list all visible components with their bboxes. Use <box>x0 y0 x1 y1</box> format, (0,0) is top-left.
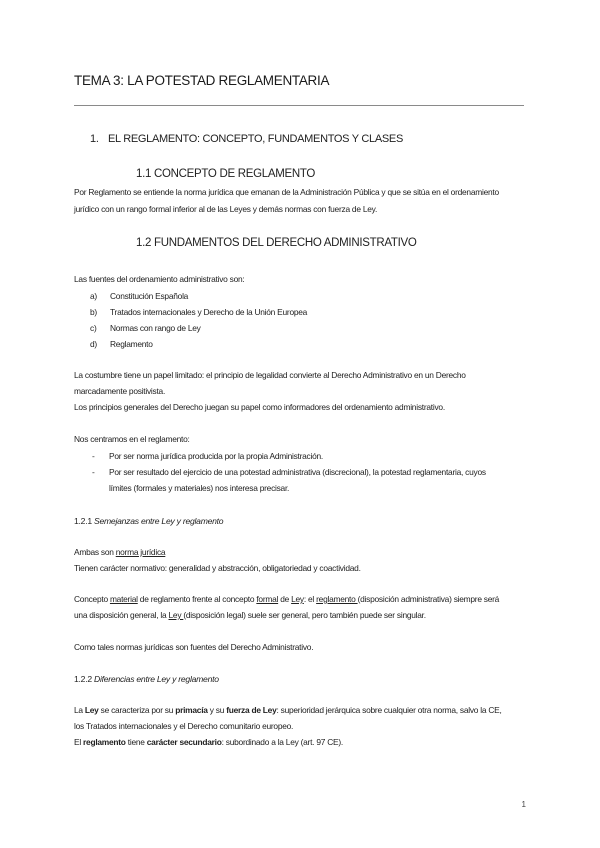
similarity-line-2: Tienen carácter normativo: generalidad y abstracción, obligatoriedad y coactividad. <box>74 563 361 573</box>
source-item-c: c) Normas con rango de Ley <box>90 323 201 333</box>
section-1-1-heading: 1.1 CONCEPTO DE REGLAMENTO <box>136 168 316 180</box>
similarity-line-1: Ambas son norma jurídica <box>74 547 166 557</box>
focus-bullet-2: - Por ser resultado del ejercicio de una potestad administrativa (discrecional), la potestad reglamentaria, cuyos <box>92 467 486 477</box>
concept-line-1: Por Reglamento se entiende la norma jurídica que emanan de la Administración Pública y que se sitúa en el ordenamiento <box>74 187 499 197</box>
material-concept-line-1: Concepto material de reglamento frente al concepto formal de Ley: el reglamento (disposición administrativa) siempre será <box>74 594 500 604</box>
section-1-2-heading: 1.2 FUNDAMENTOS DEL DERECHO ADMINISTRATIVO <box>136 237 417 249</box>
source-item-d: d) Reglamento <box>90 339 153 349</box>
subsection-1-2-1-heading: 1.2.1 Semejanzas entre Ley y reglamento <box>74 516 224 526</box>
difference-line-1: La Ley se caracteriza por su primacía y su fuerza de Ley: superioridad jerárquica sobre cualquier otra norma, salvo la CE, <box>74 705 502 715</box>
difference-line-2: los Tratados internacionales y el Derecho comunitario europeo. <box>74 721 294 731</box>
concept-line-2: jurídico con un rango formal inferior al de las Leyes y demás normas con fuerza de Ley. <box>74 204 378 214</box>
sources-intro: Las fuentes del ordenamiento administrativo son: <box>74 274 245 284</box>
sources-statement: Como tales normas jurídicas son fuentes del Derecho Administrativo. <box>74 642 314 652</box>
material-concept-line-2: una disposición general, la Ley (disposición legal) suele ser general, pero también puede ser singular. <box>74 610 426 620</box>
custom-line-2: marcadamente positivista. <box>74 386 166 396</box>
custom-line-1: La costumbre tiene un papel limitado: el principio de legalidad convierte al Derecho Administrativo en un Derecho <box>74 370 466 380</box>
difference-line-3: El reglamento tiene carácter secundario: subordinado a la Ley (art. 97 CE). <box>74 737 343 747</box>
page-title: TEMA 3: LA POTESTAD REGLAMENTARIA <box>74 73 330 88</box>
section-1-heading <box>90 133 403 145</box>
focus-bullet-1: - Por ser norma jurídica producida por la propia Administración. <box>92 451 323 461</box>
focus-intro: Nos centramos en el reglamento: <box>74 434 190 444</box>
subsection-1-2-2-heading: 1.2.2 Diferencias entre Ley y reglamento <box>74 674 219 684</box>
page-number: 1 <box>521 800 526 809</box>
source-item-a: a) Constitución Española <box>90 291 189 301</box>
source-item-b: b) Tratados internacionales y Derecho de la Unión Europea <box>90 307 308 317</box>
section-1-title: EL REGLAMENTO: CONCEPTO, FUNDAMENTOS Y CLASES <box>108 133 403 145</box>
principles-line: Los principios generales del Derecho juegan su papel como informadores del ordenamiento administrativo. <box>74 402 445 412</box>
section-1-number: 1. <box>90 133 99 145</box>
title-divider <box>74 105 524 106</box>
focus-bullet-2-continuation: límites (formales y materiales) nos interesa precisar. <box>109 483 290 493</box>
